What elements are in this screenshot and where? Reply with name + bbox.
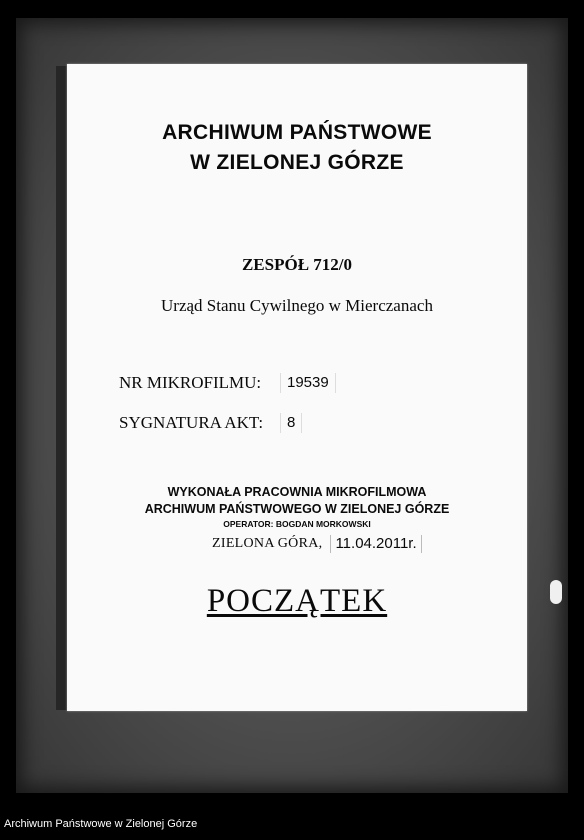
stamp-operator: OPERATOR: BOGDAN MORKOWSKI bbox=[223, 519, 371, 529]
start-marker: POCZĄTEK bbox=[206, 583, 388, 619]
target-sheet bbox=[67, 64, 527, 711]
place-name: ZIELONA GÓRA, bbox=[212, 536, 323, 551]
place-date-row bbox=[212, 535, 422, 553]
date-value: 11.04.2011r. bbox=[330, 535, 421, 553]
office-name: Urząd Stanu Cywilnego w Mierczanach bbox=[161, 296, 433, 315]
signature-value: 8 bbox=[280, 413, 302, 433]
stamp-line1: WYKONAŁA PRACOWNIA MIKROFILMOWA bbox=[167, 485, 427, 499]
microfilm-row bbox=[119, 373, 336, 393]
stamp-line2: ARCHIWUM PAŃSTWOWEGO W ZIELONEJ GÓRZE bbox=[144, 502, 450, 516]
microfilm-label: NR MIKROFILMU: bbox=[119, 373, 262, 392]
signature-label: SYGNATURA AKT: bbox=[119, 413, 264, 432]
footer-caption: Archiwum Państwowe w Zielonej Górze bbox=[4, 818, 198, 830]
fonds-number: ZESPÓŁ 712/0 bbox=[241, 255, 353, 274]
archive-title-line2: W ZIELONEJ GÓRZE bbox=[190, 151, 404, 174]
microfilm-value: 19539 bbox=[280, 373, 336, 393]
archive-title-line1: ARCHIWUM PAŃSTWOWE bbox=[162, 121, 432, 144]
film-perforation bbox=[550, 580, 562, 604]
signature-row bbox=[119, 413, 302, 433]
